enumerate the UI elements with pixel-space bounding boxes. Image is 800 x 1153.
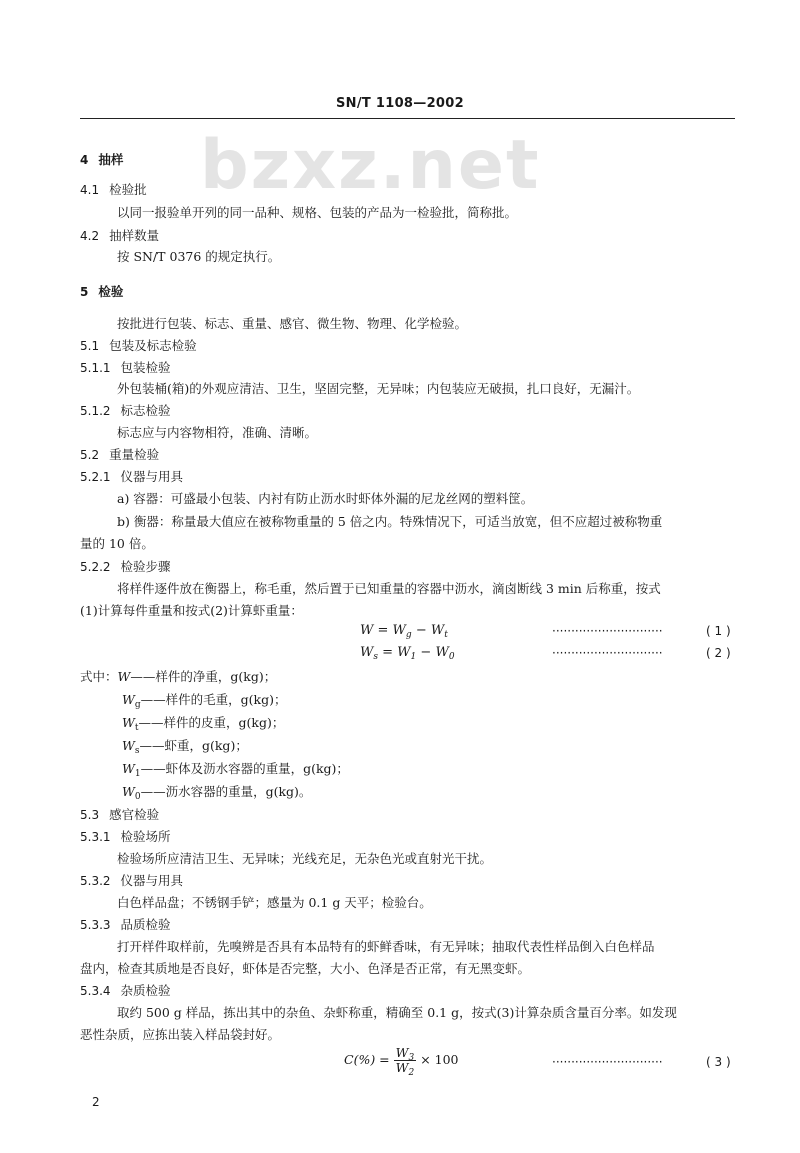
section-5-heading [80, 284, 123, 300]
section-4-1-text: 以同一报验单开列的同一品种、规格、包装的产品为一检验批，简称批。 [117, 205, 518, 220]
section-5-3-4-text-2: 恶性杂质，应拣出装入样品袋封好。 [80, 1027, 281, 1042]
section-title: 仪器与用具 [120, 469, 184, 484]
equation-3: C(%) = $\frac{W_3}{W_2}$ × 100 [344, 1045, 459, 1078]
section-4-heading [80, 152, 123, 168]
section-title: 检验步骤 [120, 559, 171, 574]
equation-1: $W = W_g - W_t$ [360, 623, 448, 640]
section-5-2-heading [80, 447, 159, 463]
equation-2-label: ( 2 ) [706, 646, 731, 660]
fraction: $\frac{W_3}{W_2}$ [395, 1045, 415, 1078]
equation-2-leader: ····························· [552, 646, 663, 660]
where-item-4: $W_s——$虾重，g(kg)； [122, 738, 248, 756]
section-5-3-4-heading [80, 983, 171, 999]
section-title: 检验 [98, 284, 124, 299]
section-number: 5.2.1 [80, 470, 111, 484]
where-item-2: $W_g——$样件的毛重，g(kg)； [122, 692, 287, 710]
where-item-1: 式中：W——样件的净重，g(kg)； [80, 669, 277, 684]
section-5-text: 按批进行包装、标志、重量、感官、微生物、物理、化学检验。 [117, 316, 468, 331]
section-title: 检验场所 [120, 829, 171, 844]
section-5-2-1-heading [80, 469, 183, 485]
where-item-3: $W_t——$样件的皮重，g(kg)； [122, 715, 285, 733]
section-number: 5.1 [80, 339, 100, 353]
equation-2: $W_s = W_1 - W_0$ [360, 645, 455, 662]
section-4-2-text: 按 SN/T 0376 的规定执行。 [117, 249, 281, 264]
section-5-1-2-heading [80, 403, 171, 419]
section-number: 4.2 [80, 229, 100, 243]
equation-3-label: ( 3 ) [706, 1055, 731, 1069]
section-title: 重量检验 [109, 447, 160, 462]
section-title: 仪器与用具 [120, 873, 184, 888]
where-item-6: $W_0——$沥水容器的重量，g(kg)。 [122, 784, 312, 802]
equation-1-leader: ····························· [552, 624, 663, 638]
section-number: 5.3 [80, 808, 100, 822]
section-number: 5.3.1 [80, 830, 111, 844]
where-item-5: $W_1——$虾体及沥水容器的重量，g(kg)； [122, 761, 349, 779]
section-4-2-heading [80, 228, 159, 244]
section-number: 5.2.2 [80, 560, 111, 574]
section-title: 检验批 [109, 182, 147, 197]
section-5-3-2-heading [80, 873, 183, 889]
header-rule [80, 118, 735, 119]
section-5-3-4-text-1: 取约 500 g 样品，拣出其中的杂鱼、杂虾称重，精确至 0.1 g，按式(3)计算杂质含量百分率。如发现 [117, 1005, 677, 1020]
section-5-2-2-text-2: (1)计算每件重量和按式(2)计算虾重量： [80, 603, 303, 618]
section-title: 杂质检验 [120, 983, 171, 998]
page-number: 2 [92, 1095, 100, 1109]
section-5-3-3-text-2: 盘内，检查其质地是否良好，虾体是否完整，大小、色泽是否正常，有无黑变虾。 [80, 961, 531, 976]
section-5-3-3-heading [80, 917, 171, 933]
watermark: bzxz.net [200, 126, 541, 205]
section-5-2-2-text-1: 将样件逐件放在衡器上，称毛重，然后置于已知重量的容器中沥水，滴卤断线 3 min 后称重，按式 [117, 581, 661, 596]
section-5-3-1-heading [80, 829, 171, 845]
section-number: 5.1.2 [80, 404, 111, 418]
section-title: 标志检验 [120, 403, 171, 418]
section-5-1-1-heading [80, 360, 171, 376]
section-title: 品质检验 [120, 917, 171, 932]
section-5-3-2-text: 白色样品盘；不锈钢手铲；感量为 0.1 g 天平；检验台。 [117, 895, 432, 910]
section-5-3-heading [80, 807, 159, 823]
section-title: 抽样 [98, 152, 124, 167]
equation-3-leader: ····························· [552, 1055, 663, 1069]
section-5-3-1-text: 检验场所应清洁卫生、无异味；光线充足，无杂色光或直射光干扰。 [117, 851, 493, 866]
section-5-3-3-text-1: 打开样件取样前，先嗅辨是否具有本品特有的虾鲜香味，有无异味；抽取代表性样品倒入白色样品 [117, 939, 655, 954]
section-title: 抽样数量 [109, 228, 160, 243]
section-number: 4 [80, 153, 89, 167]
section-title: 包装及标志检验 [109, 338, 197, 353]
section-5-1-heading [80, 338, 197, 354]
section-title: 感官检验 [109, 807, 160, 822]
item-b-scale: b) 衡器：称量最大值应在被称物重量的 5 倍之内。特殊情况下，可适当放宽，但不应超过被称物重 [117, 514, 663, 529]
section-5-1-2-text: 标志应与内容物相符，准确、清晰。 [117, 425, 318, 440]
section-number: 5.3.2 [80, 874, 111, 888]
section-number: 5.3.4 [80, 984, 111, 998]
section-number: 5.2 [80, 448, 100, 462]
section-title: 包装检验 [120, 360, 171, 375]
section-5-2-2-heading [80, 559, 171, 575]
section-4-1-heading [80, 182, 147, 198]
section-number: 5.3.3 [80, 918, 111, 932]
section-number: 4.1 [80, 183, 100, 197]
item-a-container: a) 容器：可盛最小包装、内衬有防止沥水时虾体外漏的尼龙丝网的塑料筐。 [117, 491, 534, 506]
section-number: 5.1.1 [80, 361, 111, 375]
section-5-1-1-text: 外包装桶(箱)的外观应清洁、卫生，坚固完整，无异味；内包装应无破损，扎口良好，无漏汁。 [117, 381, 640, 396]
item-b-scale-cont: 量的 10 倍。 [80, 536, 154, 551]
standard-number-header: SN/T 1108—2002 [336, 96, 464, 111]
section-number: 5 [80, 285, 89, 299]
equation-1-label: ( 1 ) [706, 624, 731, 638]
